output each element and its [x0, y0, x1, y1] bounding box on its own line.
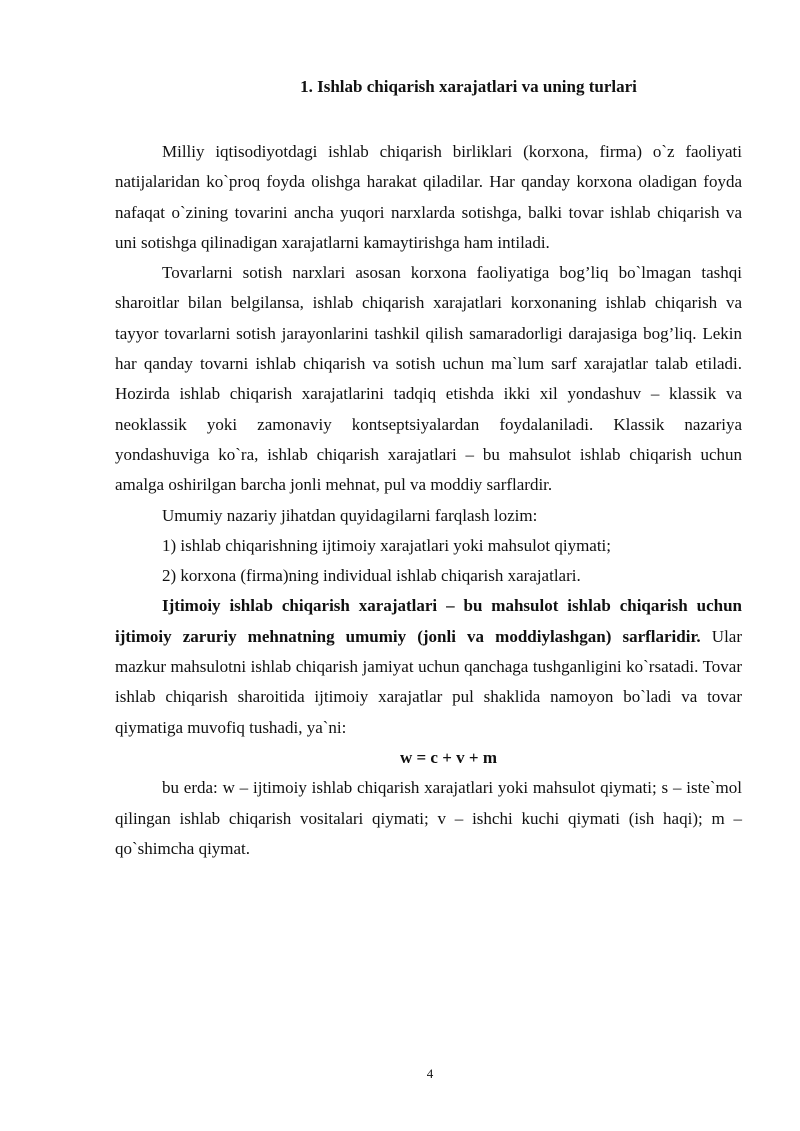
paragraph-intro: Milliy iqtisodiyotdagi ishlab chiqarish birliklari (korxona, firma) o`z faoliyati natijalaridan ko`proq foyda olishga harakat qiladilar. Har qanday korxona oladigan foyda nafaqat o`zining tovarini ancha yuqori narxlarda sotishga, balki tovar ishlab chiqarish va uni sotishga qilinadigan xarajatlarni kamaytirishga ham intiladi. — [115, 142, 742, 252]
paragraph-social-costs — [115, 591, 742, 742]
list-item-1: 1) ishlab chiqarishning ijtimoiy xarajatlari yoki mahsulot qiymati; — [162, 535, 612, 555]
document-body — [115, 137, 742, 864]
section-title: 1. Ishlab chiqarish xarajatlari va uning turlari — [300, 77, 637, 96]
list-item-2: 2) korxona (firma)ning individual ishlab chiqarish xarajatlari. — [162, 566, 581, 586]
paragraph-prices: Tovarlarni sotish narxlari asosan korxona faoliyatiga bog’liq bo`lmagan tashqi sharoitlar bilan belgilansa, ishlab chiqarish xarajatlari korxonaning ishlab chiqarish va tayyor tovarlarni sotish jarayonlarini tashkil qilish samaradorligi darajasiga bog’liq. Lekin har qanday tovarni ishlab chiqarish va sotish uchun ma`lum sarf xarajatlar talab etiladi. Hozirda ishlab chiqarish xarajatlarini tadqiq etishda ikki xil yondashuv – klassik va neoklassik yoki zamonaviy kontseptsiyalardan foydalaniladi. Klassik nazariya yondashuviga ko`ra, ishlab chiqarish xarajatlari – bu mahsulot ishlab chiqarish uchun amalga oshirilgan barcha jonli mehnat, pul va moddiy sarflardir. — [115, 263, 742, 495]
formula: w = c + v + m — [399, 747, 498, 767]
definition-bold: Ijtimoiy ishlab chiqarish xarajatlari – bu mahsulot ishlab chiqarish uchun ijtimoiy zaruriy mehnatning umumiy (jonli va moddiylashgan) sarflaridir. — [115, 596, 742, 646]
paragraph-distinguish: Umumiy nazariy jihatdan quyidagilarni farqlash lozim: — [162, 505, 538, 525]
page-number: 4 — [426, 1066, 434, 1081]
paragraph-formula-legend: bu erda: w – ijtimoiy ishlab chiqarish xarajatlari yoki mahsulot qiymati; s – iste`mol qilingan ishlab chiqarish vositalari qiymati; v – ishchi kuchi qiymati (ish haqi); m – qo`shimcha qiymat. — [115, 778, 742, 858]
definition-rest: Ular mazkur mahsulotni ishlab chiqarish jamiyat uchun qanchaga tushganligini ko`rsatadi. Tovar ishlab chiqarish sharoitida ijtimoiy xarajatlar pul shaklida namoyon bo`ladi va tovar qiymatiga muvofiq tushadi, ya`ni: — [115, 626, 742, 737]
